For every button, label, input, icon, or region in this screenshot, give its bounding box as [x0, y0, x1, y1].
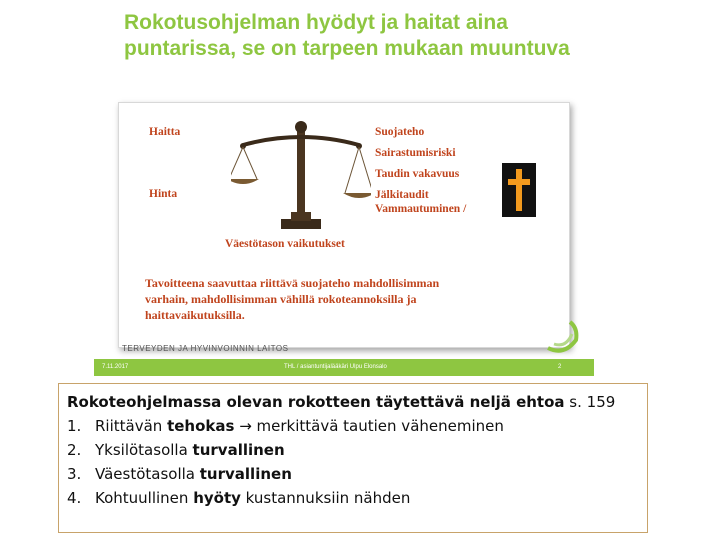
condition-item — [67, 486, 639, 510]
conditions-textbox — [58, 383, 648, 533]
conditions-heading — [67, 390, 639, 414]
label-taudin-vakavuus: Taudin vakavuus — [375, 168, 460, 180]
thl-logo-icon — [544, 318, 580, 358]
goal-line-2: varhain, mahdollisimman vähillä rokoteannoksilla ja — [145, 292, 417, 306]
item-bold: turvallinen — [199, 465, 292, 483]
goal-line-1: Tavoitteena saavuttaa riittävä suojateho mahdollisimman — [145, 276, 440, 290]
item-number: 1. — [67, 417, 82, 435]
footer-author: THL / asiantuntijalääkäri Ulpu Elonsalo — [284, 364, 387, 370]
label-vammautuminen: Vammautuminen / — [375, 203, 467, 215]
item-bold: turvallinen — [192, 441, 285, 459]
item-text-after: → merkittävä tautien väheneminen — [234, 417, 504, 435]
footer-page: 2 — [558, 364, 562, 370]
label-jalkitaudit: Jälkitaudit — [375, 189, 429, 201]
item-text: Väestötasolla — [95, 465, 200, 483]
footer-date: 7.11.2017 — [102, 364, 129, 370]
heading-page-ref: s. 159 — [564, 393, 616, 411]
label-vaestotason-vaikutukset: Väestötason vaikutukset — [225, 238, 345, 250]
label-suojateho: Suojateho — [375, 126, 425, 138]
slide-title: Rokotusohjelman hyödyt ja haitat aina puntarissa, se on tarpeen mukaan muuntuva — [124, 11, 570, 60]
goal-line-3: haittavaikutuksilla. — [145, 308, 245, 322]
item-text: Riittävän — [95, 417, 168, 435]
heading-bold: Rokoteohjelmassa olevan rokotteen täytettävä neljä ehtoa — [67, 393, 565, 411]
item-number: 2. — [67, 441, 82, 459]
embedded-slide — [118, 102, 570, 348]
condition-item — [67, 462, 639, 486]
condition-item — [67, 438, 639, 462]
item-number: 4. — [67, 489, 82, 507]
item-bold: hyöty — [193, 489, 241, 507]
label-sairastumisriski: Sairastumisriski — [375, 147, 456, 159]
item-text: Kohtuullinen — [95, 489, 194, 507]
footer-organization: TERVEYDEN JA HYVINVOINNIN LAITOS — [122, 344, 289, 353]
item-text: Yksilötasolla — [95, 441, 193, 459]
item-text-after: kustannuksiin nähden — [240, 489, 411, 507]
label-hinta: Hinta — [149, 188, 178, 200]
item-bold: tehokas — [167, 417, 235, 435]
label-haitta: Haitta — [149, 126, 181, 138]
balance-scale-icon — [231, 117, 371, 235]
item-number: 3. — [67, 465, 82, 483]
cross-icon — [502, 163, 536, 217]
condition-item — [67, 414, 639, 438]
footer-bar — [94, 359, 594, 376]
